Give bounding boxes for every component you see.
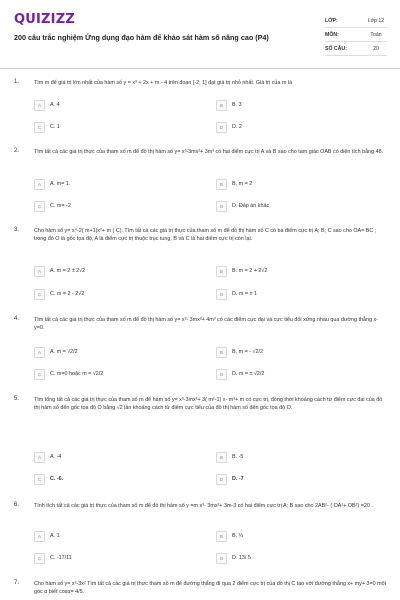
option-letter: C (34, 474, 45, 485)
option-letter: C (34, 289, 45, 300)
option-text: A. m= 1. (50, 181, 71, 187)
question-4 (14, 316, 388, 386)
question-text: Tìm tất cả các giá trị thực của tham số m để đồ thị hàm số y= x³-3mx²+ 3m³ có hai điểm cực trị A và B sao cho tam giác OAB có diện tích bằng 48. (34, 149, 384, 155)
option-c[interactable] (34, 473, 194, 485)
meta-value: Lớp 12 (367, 17, 385, 24)
option-c[interactable] (34, 552, 194, 564)
option-text: D. Đáp án khác (232, 203, 270, 209)
option-letter: D (216, 553, 227, 564)
question-number: 7. (14, 580, 20, 586)
option-a[interactable] (34, 265, 194, 277)
option-a[interactable] (34, 178, 194, 190)
option-a[interactable] (34, 346, 194, 358)
option-text: C. 1 (50, 124, 60, 130)
question-number: 5. (14, 396, 20, 402)
option-c[interactable] (34, 368, 194, 380)
option-letter: B (216, 347, 227, 358)
meta-row-count (325, 42, 387, 56)
option-c[interactable] (34, 121, 194, 133)
option-text: B. m = 2 + 2√2 (232, 268, 268, 274)
option-letter: B (216, 531, 227, 542)
question-number: 2. (14, 148, 20, 154)
option-letter: B (216, 452, 227, 463)
question-number: 4. (14, 316, 20, 322)
meta-row-class (325, 14, 387, 28)
option-letter: A (34, 179, 45, 190)
option-letter: D (216, 201, 227, 212)
option-b[interactable] (216, 451, 376, 463)
meta-label: MÔN: (325, 31, 339, 38)
option-text: C. m= -2 (50, 203, 71, 209)
option-letter: B (216, 179, 227, 190)
option-a[interactable] (34, 530, 194, 542)
header-divider (0, 68, 400, 69)
option-text: D. 13/ 5 (232, 555, 251, 561)
question-number: 3. (14, 227, 20, 233)
option-letter: B (216, 266, 227, 277)
option-letter: A (34, 531, 45, 542)
option-letter: A (34, 347, 45, 358)
option-a[interactable] (34, 99, 194, 111)
question-text: Tìm tổng tất cả các giá trị thực của tham số m để hàm số y= x³-3mx²+ 3( m²-1) x- m³+ m có cực trị, đồng thời khoảng cách từ điểm cực đại của đồ thị hàm số đến gốc tọa độ O bằng √2 lần khoảng cách từ điểm cực tiểu của đồ thị hàm số đến gốc tọa độ O. (34, 397, 383, 411)
option-text: B. m = 2 (232, 181, 253, 187)
option-letter: C (34, 553, 45, 564)
option-b[interactable] (216, 178, 376, 190)
option-text: A. 4 (50, 102, 60, 108)
option-text: D. -7 (232, 476, 244, 482)
option-d[interactable] (216, 473, 376, 485)
question-text: Cho hàm số y= x⁴-2( m+1)x²+ m ( C). Tìm tất cả các giá trị thực của tham số m để đồ thị hàm số C có ba điểm cực trị A; B; C sao cho OA= BC ; trong đó O là gốc tọa độ, A là điểm cực trị thuộc trục tung, B và C là hai điểm cực trị còn lại. (34, 228, 377, 242)
option-letter: D (216, 369, 227, 380)
question-number: 6. (14, 502, 20, 508)
question-6 (14, 502, 388, 572)
option-a[interactable] (34, 451, 194, 463)
option-letter: C (34, 122, 45, 133)
option-text: B. 3 (232, 102, 242, 108)
option-text: C. m = 2 - 2√2 (50, 291, 85, 297)
option-b[interactable] (216, 265, 376, 277)
option-text: A. m = 2 ± 2√2 (50, 268, 86, 274)
option-b[interactable] (216, 530, 376, 542)
question-1 (14, 79, 388, 139)
option-letter: D (216, 289, 227, 300)
option-letter: C (34, 201, 45, 212)
option-letter: A (34, 452, 45, 463)
option-text: D. m = ± 1 (232, 291, 257, 297)
option-text: A. -4 (50, 454, 62, 460)
option-text: B. ⅔ (232, 533, 244, 539)
option-text: C. -6. (50, 476, 64, 482)
option-text: C. m=0 hoặc m = √2/2 (50, 371, 104, 377)
page-title: 200 câu trắc nghiệm Ứng dụng đạo hàm để khảo sát hàm số nâng cao (P4) (14, 33, 269, 42)
option-d[interactable] (216, 200, 376, 212)
question-5 (14, 396, 388, 486)
question-7 (14, 580, 388, 600)
option-letter: D (216, 474, 227, 485)
option-text: A. m = √2/2 (50, 349, 78, 355)
question-text: Tính tích tất cả các giá trị thực của tham số m để đồ thị hàm số y =m x³- 3mx²+ 3m-3 có hai điểm cực trị A; B sao cho 2AB²- ( OA²+ OB²) =20 . (34, 503, 373, 509)
question-text: Cho hàm số y= x³-3x² Tìm tất cả các giá trị thực tham số m để đường thẳng đi qua 2 điểm cực trị của đồ thị C tạo với đường thẳng x+ my+ 3=0 một góc α biết cosα= 4/5. (34, 581, 387, 595)
meta-table (325, 14, 387, 56)
meta-label: LỚP: (325, 17, 338, 24)
option-d[interactable] (216, 288, 376, 300)
meta-value: 20 (373, 45, 379, 52)
option-text: B. m = - √2/2 (232, 349, 263, 355)
meta-label: SỐ CÂU: (325, 45, 347, 52)
question-2 (14, 148, 388, 218)
meta-value: Toán (370, 31, 382, 38)
option-letter: A (34, 266, 45, 277)
option-text: D. m = ± √2/2 (232, 371, 265, 377)
option-text: C. -17/11 (50, 555, 72, 561)
option-c[interactable] (34, 288, 194, 300)
option-c[interactable] (34, 200, 194, 212)
question-text: Tìm m để giá trị lớn nhất của hàm số y = x³ + 2x + m - 4 trên đoạn [-2; 1] đạt giá trị nhỏ nhất. Giá trị của m là (34, 80, 293, 86)
option-b[interactable] (216, 99, 376, 111)
option-b[interactable] (216, 346, 376, 358)
question-text: Tìm tất cả các giá trị thực của tham số m để đồ thị hàm số y= x³- 3mx²+ 4m³ có các điểm cực đại và cực tiểu đối xứng nhau qua đường thẳng x- y=0. (34, 317, 378, 331)
quizizz-logo: QUIZIZZ (14, 12, 75, 27)
option-letter: C (34, 369, 45, 380)
option-d[interactable] (216, 552, 376, 564)
option-d[interactable] (216, 121, 376, 133)
option-text: D. 2 (232, 124, 242, 130)
option-d[interactable] (216, 368, 376, 380)
question-3 (14, 227, 388, 307)
option-text: A. 1 (50, 533, 60, 539)
header (0, 0, 400, 62)
option-letter: B (216, 100, 227, 111)
meta-row-subject (325, 28, 387, 42)
question-number: 1. (14, 79, 20, 85)
option-letter: D (216, 122, 227, 133)
option-text: B. -5 (232, 454, 244, 460)
option-letter: A (34, 100, 45, 111)
